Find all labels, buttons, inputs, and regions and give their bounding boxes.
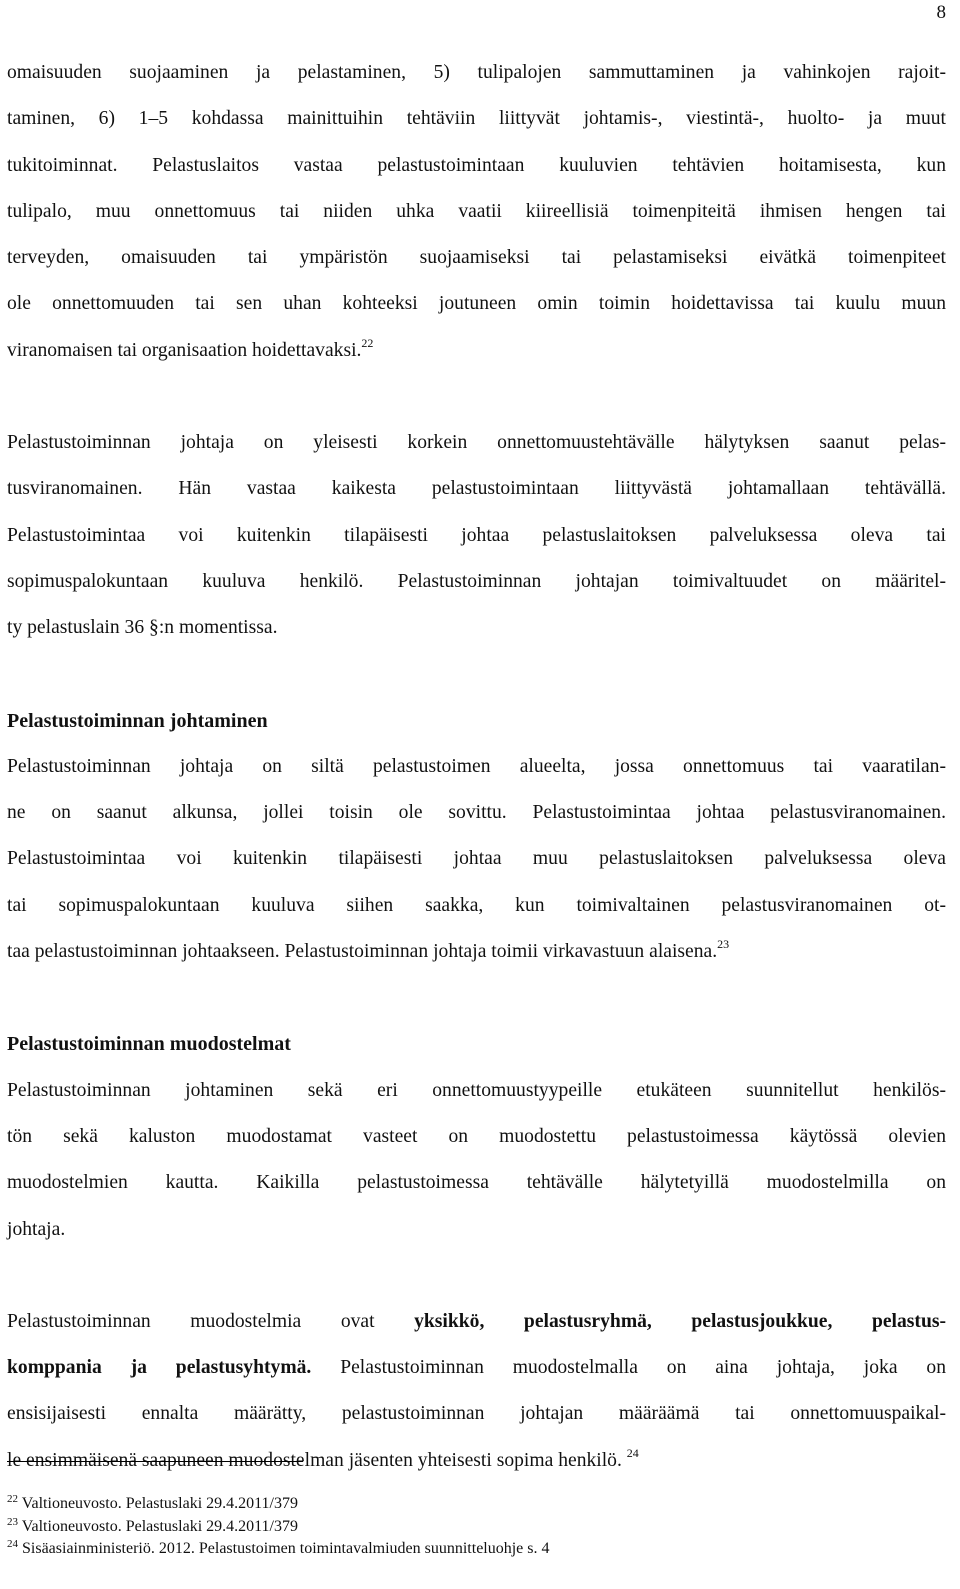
line-text: viranomaisen tai organisaation hoidettavaksi. [7,339,362,361]
footnote-ref-23: 23 [717,937,730,952]
footnote [7,1493,550,1516]
line-text: Pelastustoiminnan muodostelmia ovat [7,1310,415,1332]
paragraph-rescue-leader [7,420,946,651]
paragraph-johtaminen [7,744,946,975]
line-text: Pelastustoiminnan muodostelmalla on aina johtaja, joka on [311,1357,947,1379]
text-line: Pelastustoimintaa voi kuitenkin tilapäisesti johtaa pelastuslaitoksen palveluksessa oleva tai [7,524,946,546]
text-line: Pelastustoiminnan johtaja on siltä pelastustoimen alueelta, jossa onnettomuus tai vaaratilan- [7,755,946,777]
paragraph-rescue-tasks [7,50,946,374]
footnote-text: Valtioneuvosto. Pelastuslaki 29.4.2011/379 [21,1517,298,1535]
section-heading-johtaminen: Pelastustoiminnan johtaminen [7,709,268,732]
text-line: muodostelmien kautta. Kaikilla pelastustoimessa tehtävälle hälytetyillä muodostelmilla on [7,1172,946,1194]
footnote-number: 24 [7,1538,18,1550]
footnote-ref-24: 24 [626,1445,639,1460]
footnote-number: 23 [7,1515,18,1528]
text-line: tukitoiminnat. Pelastuslaitos vastaa pelastustoimintaan kuuluvien tehtävien hoitamisesta, kun [7,154,946,176]
document-body [7,50,946,1484]
footnote-number: 22 [7,1493,18,1505]
text-line: tulipalo, muu onnettomuus tai niiden uhka vaatii kiireellisiä toimenpiteitä ihmisen hengen tai [7,200,946,222]
text-line [7,328,946,374]
footnote-text: Sisäasiainministeriö. 2012. Pelastustoimen toimintavalmiuden suunnitteluohje s. 4 [22,1540,550,1557]
text-line: tön sekä kaluston muodostamat vasteet on muodostettu pelastustoimessa käytössä olevien [7,1125,946,1147]
line-text: taa pelastustoiminnan johtaakseen. Pelastustoiminnan johtaja toimii virkavastuun alaisena. [7,941,718,963]
text-line: Pelastustoimintaa voi kuitenkin tilapäisesti johtaa muu pelastuslaitoksen palveluksessa oleva [7,848,946,870]
text-line: ne on saanut alkunsa, jollei toisin ole sovittu. Pelastustoimintaa johtaa pelastusviranomainen. [7,802,946,824]
text-line: johtaja. [7,1218,66,1240]
line-text: le ensimmäisenä saapuneen muodostelman jäsenten yhteisesti sopima henkilö. [7,1449,622,1471]
footnotes [7,1493,550,1561]
text-line: tai sopimuspalokuntaan kuuluva siihen saakka, kun toimivaltainen pelastusviranomainen ot- [7,894,946,916]
text-line: taminen, 6) 1–5 kohdassa mainittuihin tehtäviin liittyvät johtamis-, viestintä-, huolto- ja muut [7,108,946,130]
text-line [7,1345,946,1391]
paragraph-muodostelmat-1 [7,1068,946,1253]
text-line: ensisijaisesti ennalta määrätty, pelastustoiminnan johtajan määräämä tai onnettomuuspaikal- [7,1403,946,1425]
text-line: omaisuuden suojaaminen ja pelastaminen, 5) tulipalojen sammuttaminen ja vahinkojen rajoit- [7,62,946,83]
text-line [7,1299,946,1345]
paragraph-muodostelmat-2 [7,1299,946,1484]
footnote [7,1516,550,1539]
text-line: tusviranomainen. Hän vastaa kaikesta pelastustoimintaan liittyvästä johtamallaan tehtävällä. [7,478,946,500]
text-line: sopimuspalokuntaan kuuluva henkilö. Pelastustoiminnan johtajan toimivaltuudet on määritel- [7,570,946,592]
text-line: Pelastustoiminnan johtaminen sekä eri onnettomuustyypeille etukäteen suunnitellut henkilös- [7,1079,946,1101]
footnote [7,1538,550,1561]
section-heading-muodostelmat: Pelastustoiminnan muodostelmat [7,1033,291,1056]
bold-text: komppania ja pelastusyhtymä. [7,1357,312,1379]
page-number: 8 [936,2,946,23]
footnote-ref-22: 22 [361,335,374,350]
bold-text: yksikkö, pelastusryhmä, pelastusjoukkue, pelastus- [414,1310,946,1332]
text-line: ole onnettomuuden tai sen uhan kohteeksi joutuneen omin toimin hoidettavissa tai kuulu muun [7,293,946,315]
footnote-separator [7,1461,303,1462]
text-line: ty pelastuslain 36 §:n momentissa. [7,617,278,639]
text-line: terveyden, omaisuuden tai ympäristön suojaamiseksi tai pelastamiseksi eivätkä toimenpiteet [7,247,946,269]
text-line [7,929,946,975]
text-line: Pelastustoiminnan johtaja on yleisesti korkein onnettomuustehtävälle hälytyksen saanut pelas- [7,432,946,454]
footnote-text: Valtioneuvosto. Pelastuslaki 29.4.2011/379 [21,1495,298,1512]
